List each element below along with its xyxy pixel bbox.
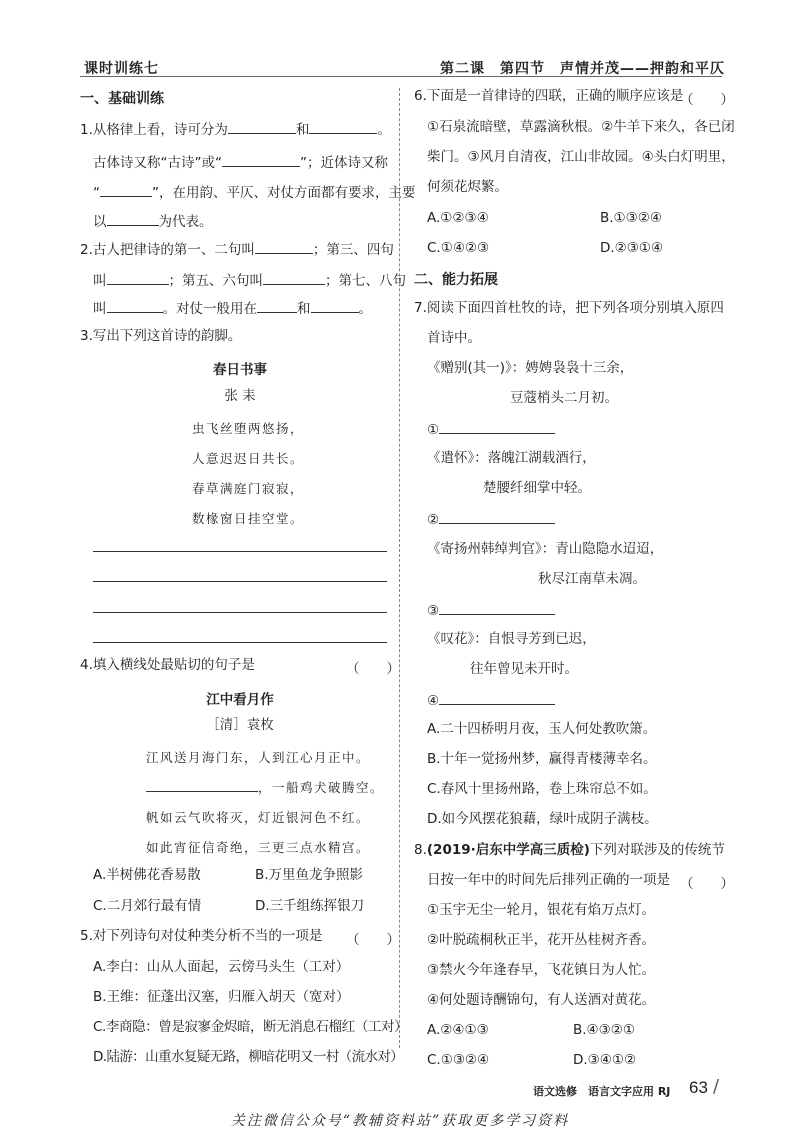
answer-line[interactable] [93, 642, 387, 643]
q7-poem1-line-2: 豆蔻梢头二月初。 [510, 390, 618, 406]
header-rule [80, 76, 722, 77]
q4-option-a[interactable]: A.半树佛花香易散 [93, 867, 201, 883]
q6-option-d[interactable]: D.②③①④ [600, 240, 664, 256]
q7-poem2-line-1: 《遣怀》：落魄江湖载酒行， [427, 450, 596, 466]
blank[interactable] [100, 183, 152, 197]
header-left: 课时训练七 [84, 61, 159, 77]
q4-poem-line-4: 如此宵征信奇绝，三更三点水精宫。 [146, 840, 371, 855]
q5-stem: 5.对下列诗句对仗种类分析不当的一项是 [80, 928, 323, 944]
q8-option-a[interactable]: A.②④①③ [427, 1022, 489, 1038]
q2-text: 。对仗一般用在 [162, 301, 257, 317]
q1-text: ”，在用韵、平仄、对仗方面都有要求，主要 [152, 185, 416, 201]
q6-answer-paren[interactable]: （ ） [680, 92, 734, 108]
column-divider [399, 88, 400, 1048]
blank[interactable] [228, 120, 296, 134]
q6-stem: 6.下面是一首律诗的四联，正确的顺序应该是 [414, 88, 684, 104]
q7-poem3-line-1: 《寄扬州韩绰判官》：青山隐隐水迢迢， [427, 541, 664, 557]
q6-poem-line-1: ①石泉流暗壁，草露滴秋根。②牛羊下来久，各已闭 [427, 119, 735, 135]
blank[interactable] [146, 778, 258, 792]
header-right: 第二课 第四节 声情并茂——押韵和平仄 [440, 61, 725, 77]
q8-item-1: ①玉宇无尘一轮月，银花有焰万点灯。 [427, 902, 656, 918]
blank[interactable] [222, 153, 300, 167]
q8-option-d[interactable]: D.③④①② [573, 1052, 637, 1068]
q7-poem4-line-2: 往年曾见未开时。 [470, 661, 578, 677]
q8-option-b[interactable]: B.④③②① [573, 1022, 635, 1038]
section-ability-expansion: 二、能力拓展 [414, 272, 498, 288]
q2-text: 叫 [93, 273, 107, 289]
q7-blank-number: ② [427, 512, 440, 528]
q2-text: 和 [297, 301, 311, 317]
q4-answer-paren[interactable]: （ ） [346, 661, 400, 677]
q7-stem-line-2: 首诗中。 [427, 330, 481, 346]
q8-item-4: ④何处题诗酬锦句，有人送酒对黄花。 [427, 992, 656, 1008]
q2-text: ；第三、四句 [312, 242, 394, 258]
q5-option-b[interactable]: B.王维：征蓬出汉塞，归雁入胡天（宽对） [93, 989, 350, 1005]
blank[interactable] [439, 510, 555, 524]
blank[interactable] [107, 271, 169, 285]
q7-blank-2 [427, 510, 555, 528]
q4-poem-author: ［清］袁枚 [206, 717, 274, 733]
q7-poem1-line-1: 《赠别(其一)》：娉娉袅袅十三余， [427, 360, 634, 376]
q3-poem-line-4: 数椽窗日挂空堂。 [192, 511, 305, 526]
section-basic-training: 一、基础训练 [80, 91, 164, 107]
q4-poem-line-2 [146, 778, 384, 796]
blank[interactable] [107, 299, 163, 313]
q7-option-b[interactable]: B.十年一觉扬州梦，赢得青楼薄幸名。 [427, 751, 657, 767]
q1-text: 古体诗又称“古诗”或“ [93, 155, 222, 171]
q3-poem-line-1: 虫飞丝堕两悠扬， [192, 421, 305, 436]
q7-blank-4 [427, 691, 555, 709]
blank[interactable] [107, 212, 159, 226]
q4-poem-text: ，一船鸡犬破腾空。 [258, 780, 385, 795]
blank[interactable] [263, 271, 325, 285]
q1-text: ”；近体诗又称 [299, 155, 388, 171]
q7-option-d[interactable]: D.如今风摆花狼藉，绿叶成阴子满枝。 [427, 811, 658, 827]
q1-text: 为代表。 [158, 214, 213, 230]
q2-text: ；第五、六句叫 [168, 273, 263, 289]
blank[interactable] [257, 299, 297, 313]
q4-poem-line-1: 江风送月海门东，人到江心月正中。 [146, 750, 371, 765]
page-number: 63 [689, 1078, 708, 1097]
q8-text: 下列对联涉及的传统节 [589, 842, 725, 858]
answer-line[interactable] [93, 581, 387, 582]
answer-line[interactable] [93, 612, 387, 613]
q7-stem-line-1: 7.阅读下面四首杜牧的诗，把下列各项分别填入原四 [414, 300, 724, 316]
blank[interactable] [439, 691, 555, 705]
q7-option-a[interactable]: A.二十四桥明月夜，玉人何处教吹箫。 [427, 721, 657, 737]
q4-poem-title: 江中看月作 [206, 692, 274, 708]
q2-text: 2.古人把律诗的第一、二句叫 [80, 242, 255, 258]
q2-text: 叫 [93, 301, 107, 317]
q5-option-d[interactable]: D.陆游：山重水复疑无路，柳暗花明又一村（流水对） [93, 1049, 404, 1065]
q2-line2 [93, 271, 406, 289]
q7-blank-number: ① [427, 422, 440, 438]
q6-poem-line-3: 何须花烬繁。 [427, 179, 508, 195]
q1-text: 1.从格律上看，诗可分为 [80, 122, 228, 138]
q8-stem-line-2: 日按一年中的时间先后排列正确的一项是 [427, 872, 670, 888]
q4-option-c[interactable]: C.二月郊行最有情 [93, 898, 202, 914]
blank[interactable] [311, 299, 359, 313]
q2-text: 。 [358, 301, 372, 317]
q2-line3 [93, 299, 372, 317]
q3-stem: 3.写出下列这首诗的韵脚。 [80, 328, 242, 344]
q4-stem: 4.填入横线处最贴切的句子是 [80, 657, 255, 673]
q2-line1 [80, 240, 394, 258]
q5-option-a[interactable]: A.李白：山从人面起，云傍马头生（工对） [93, 959, 350, 975]
q7-poem2-line-2: 楚腰纤细掌中轻。 [483, 480, 591, 496]
q1-line1 [80, 120, 391, 138]
q1-line4 [93, 212, 213, 230]
q7-blank-number: ③ [427, 603, 440, 619]
q1-text: 和 [295, 122, 310, 138]
q6-option-c[interactable]: C.①④②③ [427, 240, 490, 256]
q8-answer-paren[interactable]: （ ） [680, 876, 734, 892]
q7-option-c[interactable]: C.春风十里扬州路，卷上珠帘总不如。 [427, 781, 657, 797]
answer-line[interactable] [93, 551, 387, 552]
page-slash-mark: / [713, 1076, 720, 1097]
q1-line2 [93, 153, 388, 171]
q8-number: 8. [414, 842, 427, 858]
q4-option-b[interactable]: B.万里鱼龙争照影 [255, 867, 364, 883]
q1-text: 。 [377, 122, 391, 138]
q8-item-3: ③禁火今年逢春早，飞花镇日为人忙。 [427, 962, 656, 978]
q1-text: 以 [93, 214, 107, 230]
blank[interactable] [439, 601, 555, 615]
footer-book-title: 语文选修 语言文字应用 RJ [533, 1085, 671, 1098]
q4-poem-line-3: 帆如云气吹将灭，灯近银河色不红。 [146, 810, 371, 825]
blank[interactable] [255, 240, 313, 254]
q3-poem-author: 张 耒 [224, 388, 256, 404]
q8-item-2: ②叶脱疏桐秋正半，花开丛桂树齐香。 [427, 932, 656, 948]
q2-text: ；第七、八句 [325, 273, 406, 289]
q1-text: “ [93, 185, 100, 201]
q4-option-d[interactable]: D.三千组练挥银刀 [255, 898, 365, 914]
q3-poem-title: 春日书事 [213, 362, 267, 378]
q7-blank-number: ④ [427, 693, 440, 709]
q7-poem3-line-2: 秋尽江南草未凋。 [538, 571, 646, 587]
q8-source: (2019·启东中学高三质检) [426, 842, 590, 858]
q1-line3 [93, 183, 416, 201]
q5-answer-paren[interactable]: （ ） [346, 932, 400, 948]
q8-option-c[interactable]: C.①③②④ [427, 1052, 490, 1068]
q8-stem-line-1 [414, 842, 725, 858]
q7-poem4-line-1: 《叹花》：自恨寻芳到已迟， [427, 631, 596, 647]
q3-poem-line-2: 人意迟迟日共长。 [192, 451, 305, 466]
q6-option-a[interactable]: A.①②③④ [427, 210, 489, 226]
q6-option-b[interactable]: B.①③②④ [600, 210, 662, 226]
blank[interactable] [309, 120, 377, 134]
blank[interactable] [439, 420, 555, 434]
q6-poem-line-2: 柴门。③风月自清夜，江山非故园。④头白灯明里， [427, 149, 735, 165]
bottom-handwritten-note: 关注微信公众号“教辅资料站”获取更多学习资料 [230, 1113, 570, 1129]
q7-blank-3 [427, 601, 555, 619]
q3-poem-line-3: 春草满庭门寂寂， [192, 481, 305, 496]
q5-option-c[interactable]: C.李商隐：曾是寂寥金烬暗，断无消息石榴红（工对） [93, 1019, 408, 1035]
q7-blank-1 [427, 420, 555, 438]
